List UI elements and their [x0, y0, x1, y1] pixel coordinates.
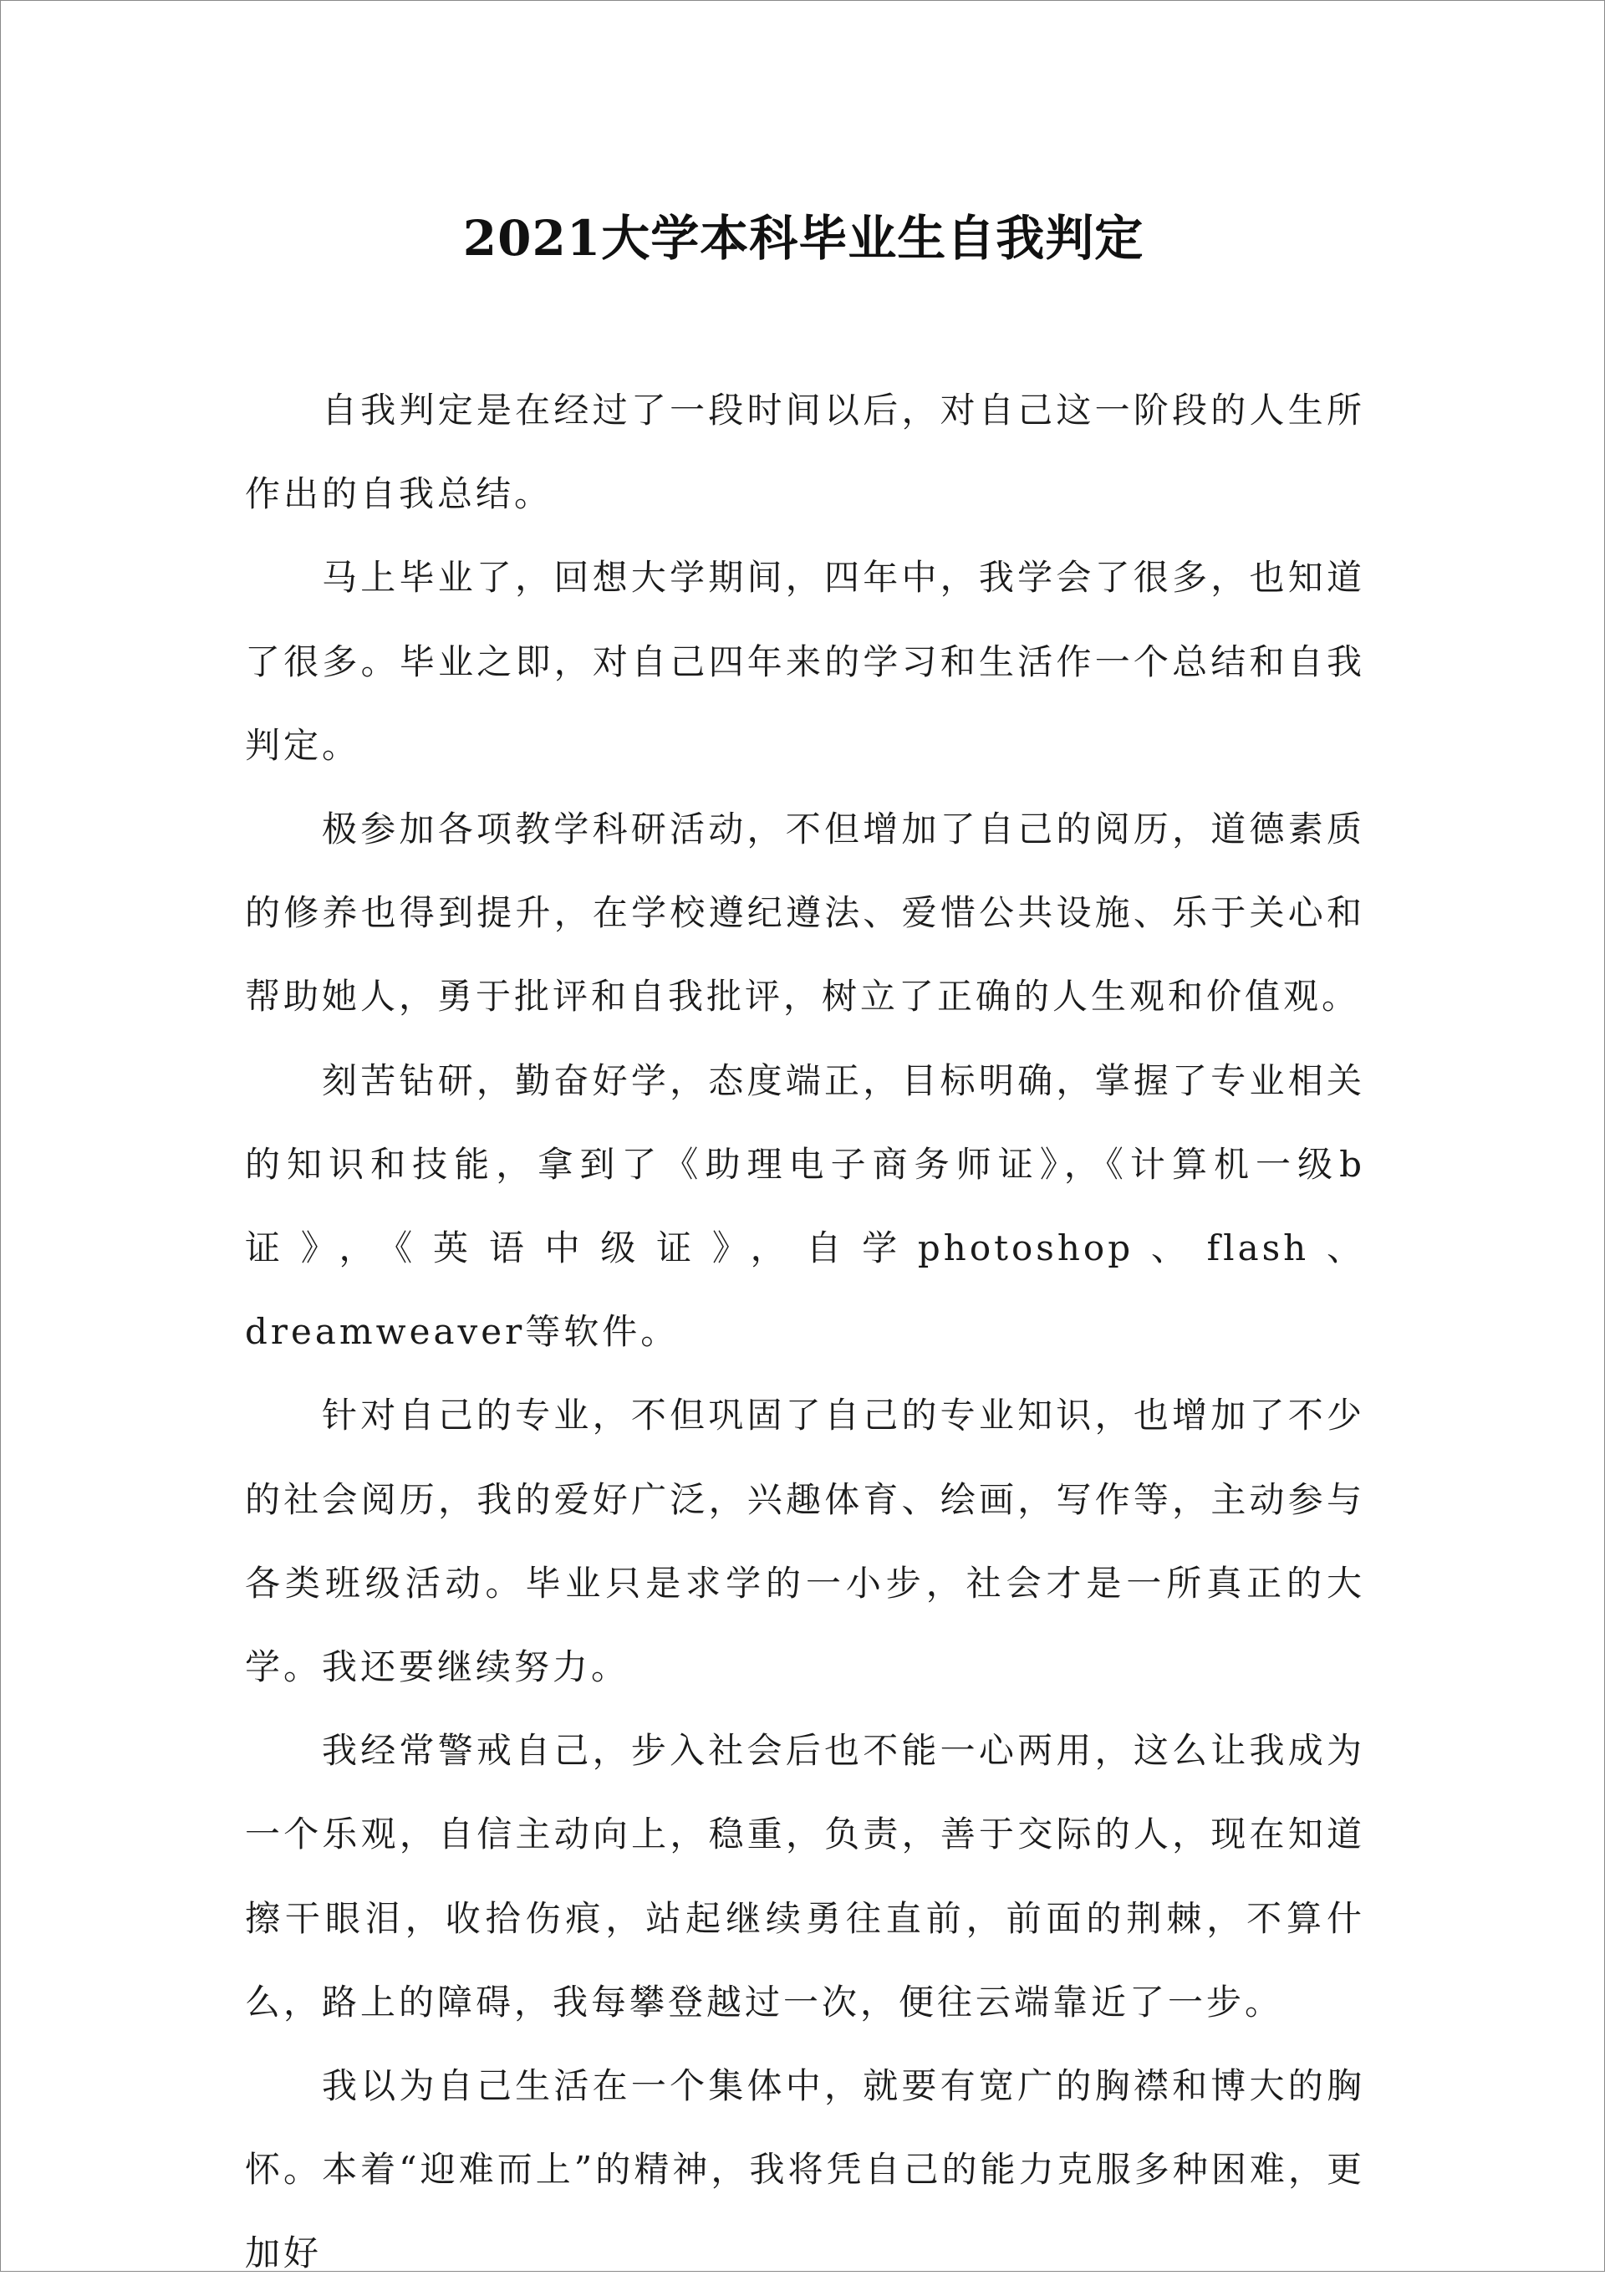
paragraph: 针对自己的专业，不但巩固了自己的专业知识，也增加了不少的社会阅历，我的爱好广泛，兴趣体育、绘画，写作等，主动参与各类班级活动。毕业只是求学的一小步，社会才是一所真正的大学。我还要继续努力。 [245, 1395, 1365, 1688]
paragraph: 自我判定是在经过了一段时间以后，对自己这一阶段的人生所作出的自我总结。 [245, 390, 1365, 515]
paragraph: 我经常警戒自己，步入社会后也不能一心两用，这么让我成为一个乐观，自信主动向上，稳重，负责，善于交际的人，现在知道擦干眼泪，收拾伤痕，站起继续勇往直前，前面的荆棘，不算什么，路上的障碍，我每攀登越过一次，便往云端靠近了一步。 [245, 1730, 1365, 2023]
paragraph: 极参加各项教学科研活动，不但增加了自己的阅历，道德素质的修养也得到提升，在学校遵纪遵法、爱惜公共设施、乐于关心和帮助她人，勇于批评和自我批评，树立了正确的人生观和价值观。 [245, 809, 1365, 1018]
paragraph: 我以为自己生活在一个集体中，就要有宽广的胸襟和博大的胸怀。本着“迎难而上”的精神，我将凭自己的能力克服多种困难，更加好 [245, 2065, 1365, 2274]
paragraph: 刻苦钻研，勤奋好学，态度端正，目标明确，掌握了专业相关的知识和技能，拿到了《助理电子商务师证》，《计算机一级b证》，《英语中级证》，自学photoshop、flash、dreamweaver等软件。 [245, 1059, 1365, 1353]
document-body [245, 369, 1365, 2296]
paragraph: 马上毕业了，回想大学期间，四年中，我学会了很多，也知道了很多。毕业之即，对自己四年来的学习和生活作一个总结和自我判定。 [245, 557, 1365, 766]
document-title: 2021大学本科毕业生自我判定 [462, 210, 1144, 267]
